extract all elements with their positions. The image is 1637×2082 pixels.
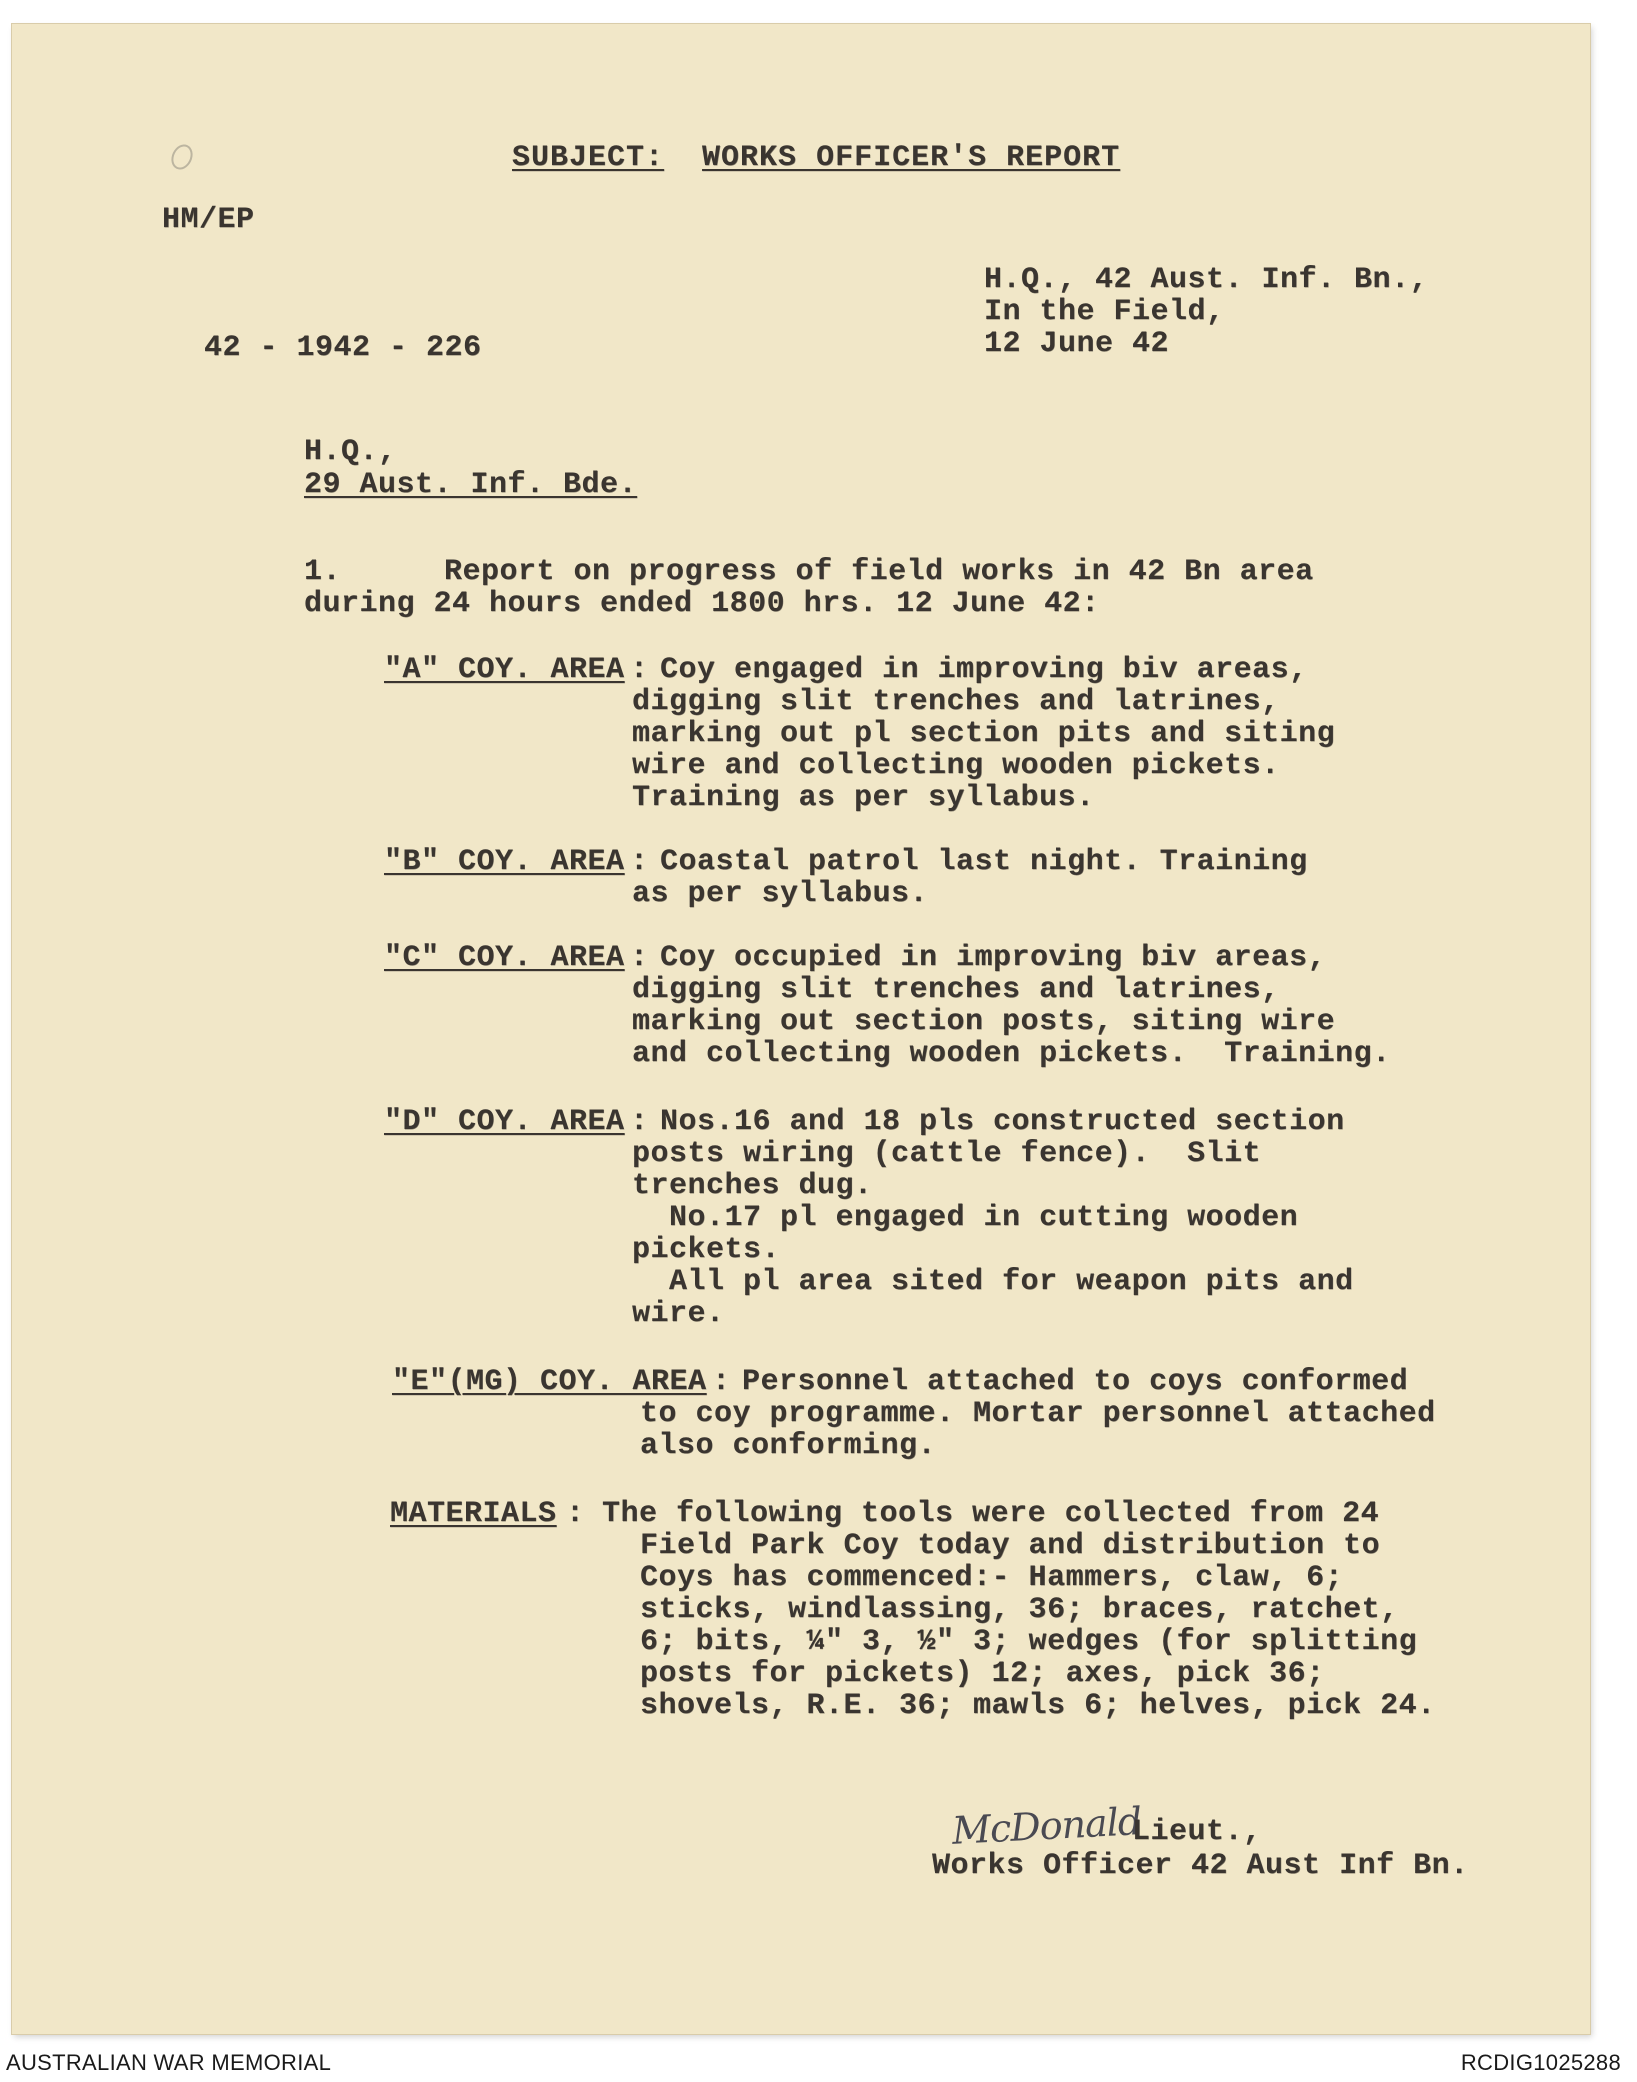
b-coy-label: "B" COY. AREA: [384, 845, 625, 879]
addressee-line-1: H.Q.,: [304, 435, 397, 469]
c-coy-line-4: and collecting wooden pickets. Training.: [632, 1037, 1391, 1071]
subject-label: SUBJECT:: [512, 141, 665, 175]
e-coy-line-2: to coy programme. Mortar personnel attached: [640, 1397, 1436, 1431]
pencil-mark: [167, 141, 196, 173]
a-coy-label: "A" COY. AREA: [384, 653, 625, 687]
e-coy-line-3: also conforming.: [640, 1429, 937, 1463]
c-coy-label: "C" COY. AREA: [384, 941, 625, 975]
d-coy-line-1: Nos.16 and 18 pls constructed section: [660, 1105, 1345, 1139]
signature-rank: Lieut.,: [1132, 1815, 1262, 1849]
b-coy-line-2: as per syllabus.: [632, 877, 929, 911]
a-coy-line-4: wire and collecting wooden pickets.: [632, 749, 1280, 783]
materials-line-2: Field Park Coy today and distribution to: [640, 1529, 1381, 1563]
colon: :: [630, 941, 649, 975]
signature-title: Works Officer 42 Aust Inf Bn.: [932, 1849, 1469, 1883]
d-coy-line-3: trenches dug.: [632, 1169, 873, 1203]
a-coy-line-1: Coy engaged in improving biv areas,: [660, 653, 1308, 687]
colon: :: [712, 1365, 731, 1399]
subject-line: [512, 142, 1120, 175]
intro-line-2: during 24 hours ended 1800 hrs. 12 June 42:: [304, 587, 1100, 621]
materials-line-4: sticks, windlassing, 36; braces, ratchet,: [640, 1593, 1399, 1627]
materials-line-6: posts for pickets) 12; axes, pick 36;: [640, 1657, 1325, 1691]
file-number: 42 - 1942 - 226: [204, 331, 482, 365]
colon: :: [566, 1497, 585, 1531]
b-coy-line-1: Coastal patrol last night. Training: [660, 845, 1308, 879]
footer-catalog-id: RCDIG1025288: [1460, 2050, 1621, 2075]
d-coy-line-2: posts wiring (cattle fence). Slit: [632, 1137, 1262, 1171]
d-coy-line-6: All pl area sited for weapon pits and: [632, 1265, 1354, 1299]
c-coy-line-1: Coy occupied in improving biv areas,: [660, 941, 1327, 975]
materials-line-3: Coys has commenced:- Hammers, claw, 6;: [640, 1561, 1344, 1595]
addressee-line-2: 29 Aust. Inf. Bde.: [304, 468, 638, 502]
d-coy-line-4: No.17 pl engaged in cutting wooden: [632, 1201, 1299, 1235]
sender-line-3: 12 June 42: [984, 327, 1170, 361]
subject-title: WORKS OFFICER'S REPORT: [702, 141, 1121, 175]
paragraph-number: 1.: [304, 555, 342, 589]
sender-line-2: In the Field,: [984, 295, 1225, 329]
materials-label: MATERIALS: [390, 1497, 557, 1531]
a-coy-line-3: marking out pl section pits and siting: [632, 717, 1336, 751]
materials-line-1: The following tools were collected from 24: [602, 1497, 1380, 1531]
document-page: [12, 24, 1590, 2034]
colon: :: [630, 1105, 649, 1139]
materials-line-5: 6; bits, ¼" 3, ½" 3; wedges (for splitting: [640, 1625, 1418, 1659]
footer-archive-name: AUSTRALIAN WAR MEMORIAL: [6, 2050, 332, 2075]
colon: :: [630, 653, 649, 687]
e-coy-line-1: Personnel attached to coys conformed: [742, 1365, 1409, 1399]
e-coy-label: "E"(MG) COY. AREA: [392, 1365, 707, 1399]
intro-line-1: Report on progress of field works in 42 Bn area: [444, 555, 1314, 589]
sender-line-1: H.Q., 42 Aust. Inf. Bn.,: [984, 263, 1429, 297]
colon: :: [630, 845, 649, 879]
reference-initials: HM/EP: [162, 203, 255, 237]
a-coy-line-5: Training as per syllabus.: [632, 781, 1095, 815]
materials-line-7: shovels, R.E. 36; mawls 6; helves, pick 24.: [640, 1689, 1436, 1723]
c-coy-line-3: marking out section posts, siting wire: [632, 1005, 1336, 1039]
d-coy-label: "D" COY. AREA: [384, 1105, 625, 1139]
c-coy-line-2: digging slit trenches and latrines,: [632, 973, 1280, 1007]
d-coy-line-5: pickets.: [632, 1233, 781, 1267]
d-coy-line-7: wire.: [632, 1297, 725, 1331]
a-coy-line-2: digging slit trenches and latrines,: [632, 685, 1280, 719]
handwritten-signature: McDonald: [950, 1799, 1143, 1853]
